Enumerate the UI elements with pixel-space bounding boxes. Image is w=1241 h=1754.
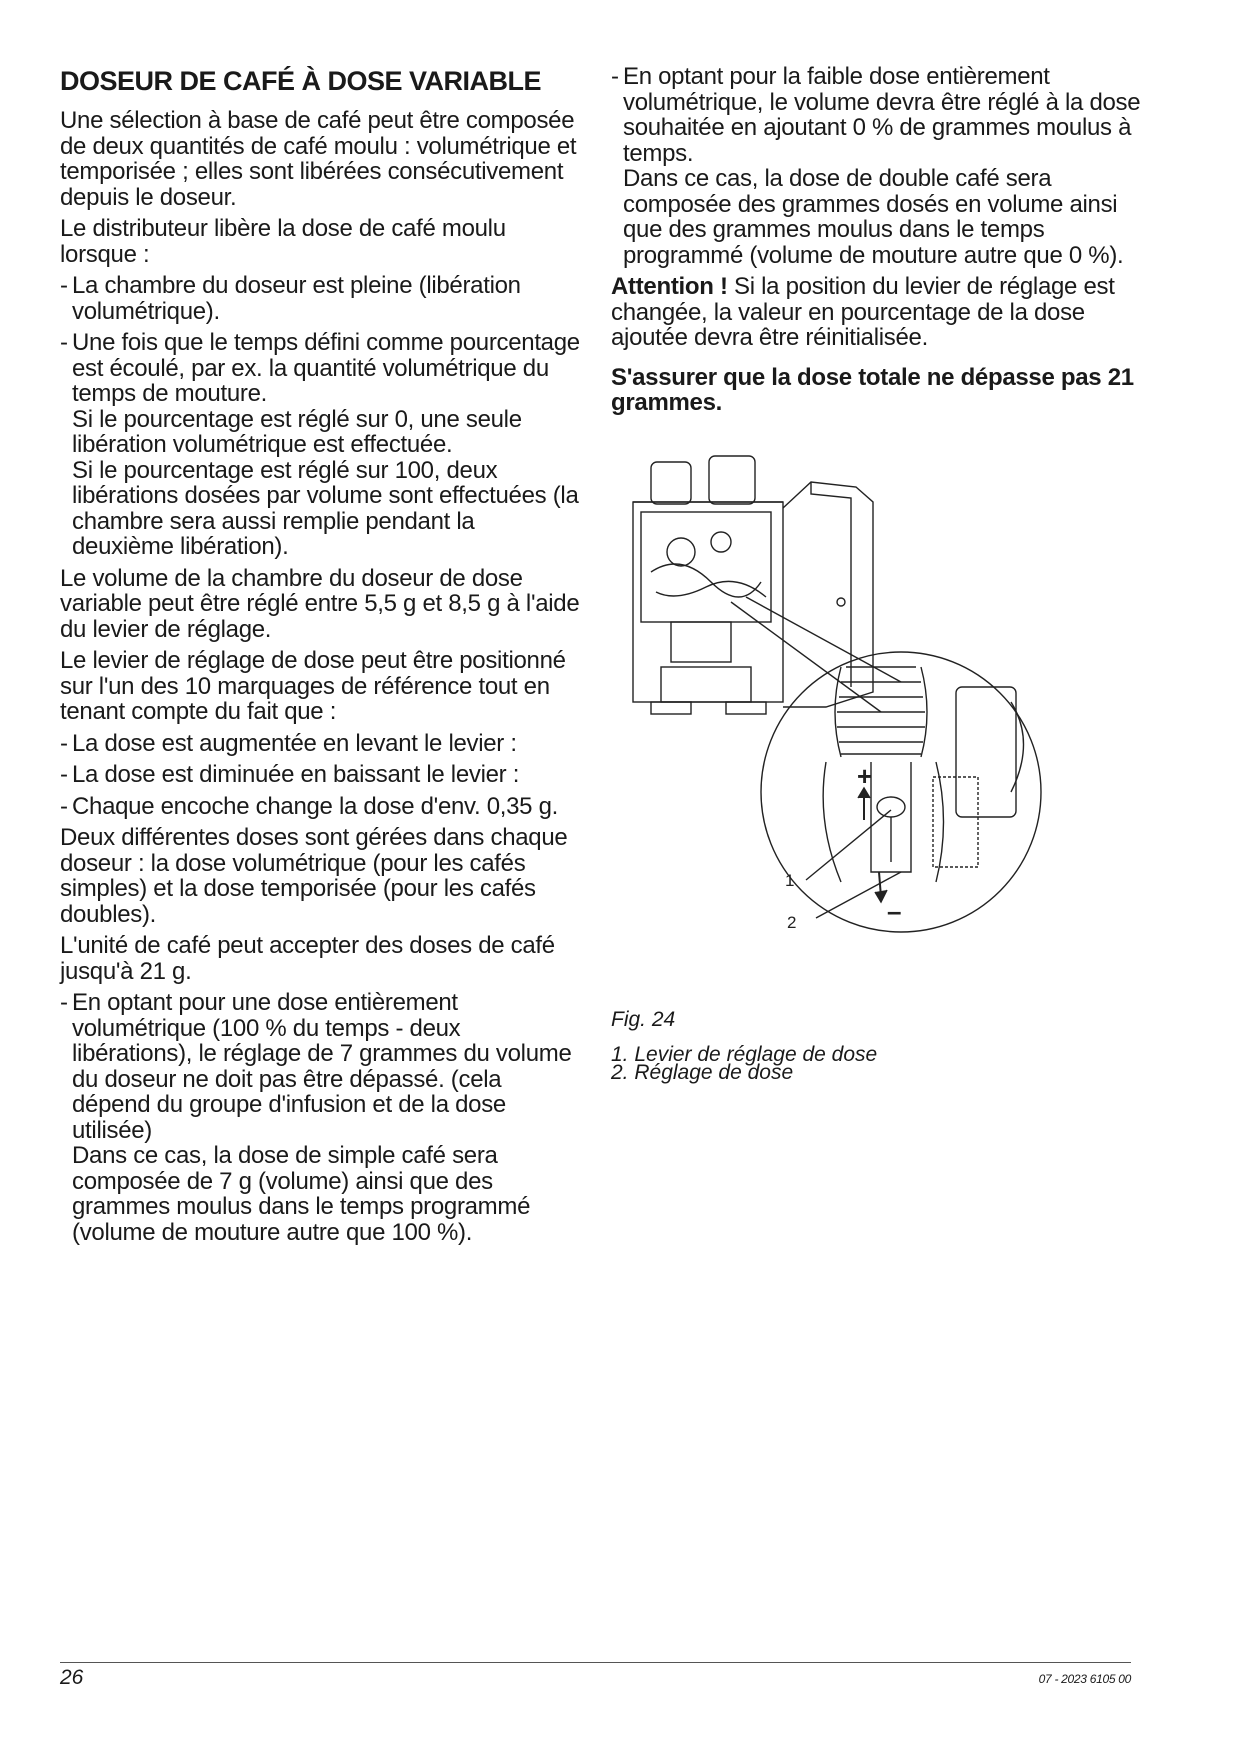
list-item xyxy=(60,731,580,757)
figure-number: Fig. 24 xyxy=(611,1007,676,1031)
two-doses-paragraph: Deux différentes doses sont gérées dans chaque doseur : la dose volumétrique (pour les cafés simples) et la dose temporisée (pour les cafés doubles). xyxy=(60,824,568,928)
bullet-dash: - xyxy=(60,272,68,299)
bullet-dash: - xyxy=(60,761,68,788)
bean-hopper-left xyxy=(651,462,691,504)
list-item xyxy=(60,990,580,1245)
bullet-dash: - xyxy=(611,63,619,90)
list-item xyxy=(60,794,580,820)
attention-paragraph xyxy=(611,274,1141,351)
plus-sign: + xyxy=(857,760,873,791)
document-code: 07 - 2023 6105 00 xyxy=(1038,1672,1131,1686)
bullet-text: En optant pour la faible dose entièrement volumétrique, le volume devra être réglé à la dose souhaitée en ajoutant 0 % de grammes moulus à temps. xyxy=(623,63,1141,167)
lever-paragraph: Le levier de réglage de dose peut être positionné sur l'un des 10 marquages de référence tout en tenant compte du fait que : xyxy=(60,647,566,725)
left-column xyxy=(60,64,580,1251)
bullet-dash: - xyxy=(60,989,68,1016)
max-dose-paragraph: L'unité de café peut accepter des doses de café jusqu'à 21 g. xyxy=(60,932,555,985)
intro-paragraph: Une sélection à base de café peut être composée de deux quantités de café moulu : volumétrique et temporisée ; elles sont libérées consécutivement depuis le doseur. xyxy=(60,107,577,211)
minus-sign: – xyxy=(887,895,902,926)
bullet-text: Dans ce cas, la dose de simple café sera composée de 7 g (volume) ainsi que des grammes moulus dans le temps programmé (volume de mouture autre que 100 %). xyxy=(72,1142,531,1246)
bullet-text: La dose est augmentée en levant le levier : xyxy=(72,729,517,757)
bullet-text: La dose est diminuée en baissant le levier : xyxy=(72,761,520,788)
caption-item: 2. Réglage de dose xyxy=(611,1060,794,1084)
right-column xyxy=(611,64,1141,1082)
callout-1: 1 xyxy=(785,870,795,890)
bullet-text: En optant pour une dose entièrement volumétrique (100 % du temps - deux libérations), le réglage de 7 grammes du volume du doseur ne doit pas être dépassé. (cela dépend du groupe d'infusion et de la dose utilisée) xyxy=(72,989,572,1144)
section-heading: DOSEUR DE CAFÉ À DOSE VARIABLE xyxy=(60,66,542,96)
caption-item: 1. Levier de réglage de dose xyxy=(611,1042,878,1066)
total-dose-warning: S'assurer que la dose totale ne dépasse pas 21 grammes. xyxy=(611,363,1134,416)
bullet-text: La chambre du doseur est pleine (libération volumétrique). xyxy=(72,272,521,325)
dosing-spring xyxy=(837,667,925,754)
machine-illustration xyxy=(611,442,1141,1002)
chamber-volume-paragraph: Le volume de la chambre du doseur de dose variable peut être réglé entre 5,5 g et 8,5 g à l'aide du levier de réglage. xyxy=(60,564,580,643)
list-item xyxy=(60,330,580,560)
list-item xyxy=(60,762,580,788)
release-paragraph: Le distributeur libère la dose de café moulu lorsque : xyxy=(60,215,506,268)
figure-dose-lever xyxy=(611,442,1141,1002)
bean-hopper-right xyxy=(709,456,755,504)
footer-divider xyxy=(60,1662,1131,1663)
machine-cabinet xyxy=(633,502,783,702)
bullet-text: Chaque encoche change la dose d'env. 0,35 g. xyxy=(72,792,558,820)
callout-2: 2 xyxy=(787,912,797,932)
zoom-detail-circle xyxy=(761,652,1041,932)
callout-line-1 xyxy=(806,810,891,880)
bullet-dash: - xyxy=(60,792,68,820)
bullet-text: Une fois que le temps défini comme pourcentage est écoulé, par ex. la quantité volumétrique du temps de mouture. xyxy=(72,329,580,407)
bullet-dash: - xyxy=(60,729,68,757)
list-item xyxy=(611,64,1141,268)
list-item xyxy=(60,273,580,324)
attention-label: Attention ! xyxy=(611,273,728,300)
bullet-text: Si le pourcentage est réglé sur 100, deux libérations dosées par volume sont effectuées (la chambre sera aussi remplie pendant la deuxième libération). xyxy=(72,456,579,560)
page-number: 26 xyxy=(60,1666,84,1689)
figure-caption xyxy=(611,1008,1141,1082)
bullet-text: Dans ce cas, la dose de double café sera composée des grammes dosés en volume ainsi que des grammes moulus dans le temps programmé (volume de mouture autre que 0 %). xyxy=(623,165,1124,269)
bullet-text: Si le pourcentage est réglé sur 0, une seule libération volumétrique est effectuée. xyxy=(72,405,522,458)
bullet-dash: - xyxy=(60,329,68,356)
attention-text: Si la position du levier de réglage est changée, la valeur en pourcentage de la dose ajoutée devra être réinitialisée. xyxy=(611,273,1115,351)
dose-lever-knob xyxy=(877,797,905,817)
